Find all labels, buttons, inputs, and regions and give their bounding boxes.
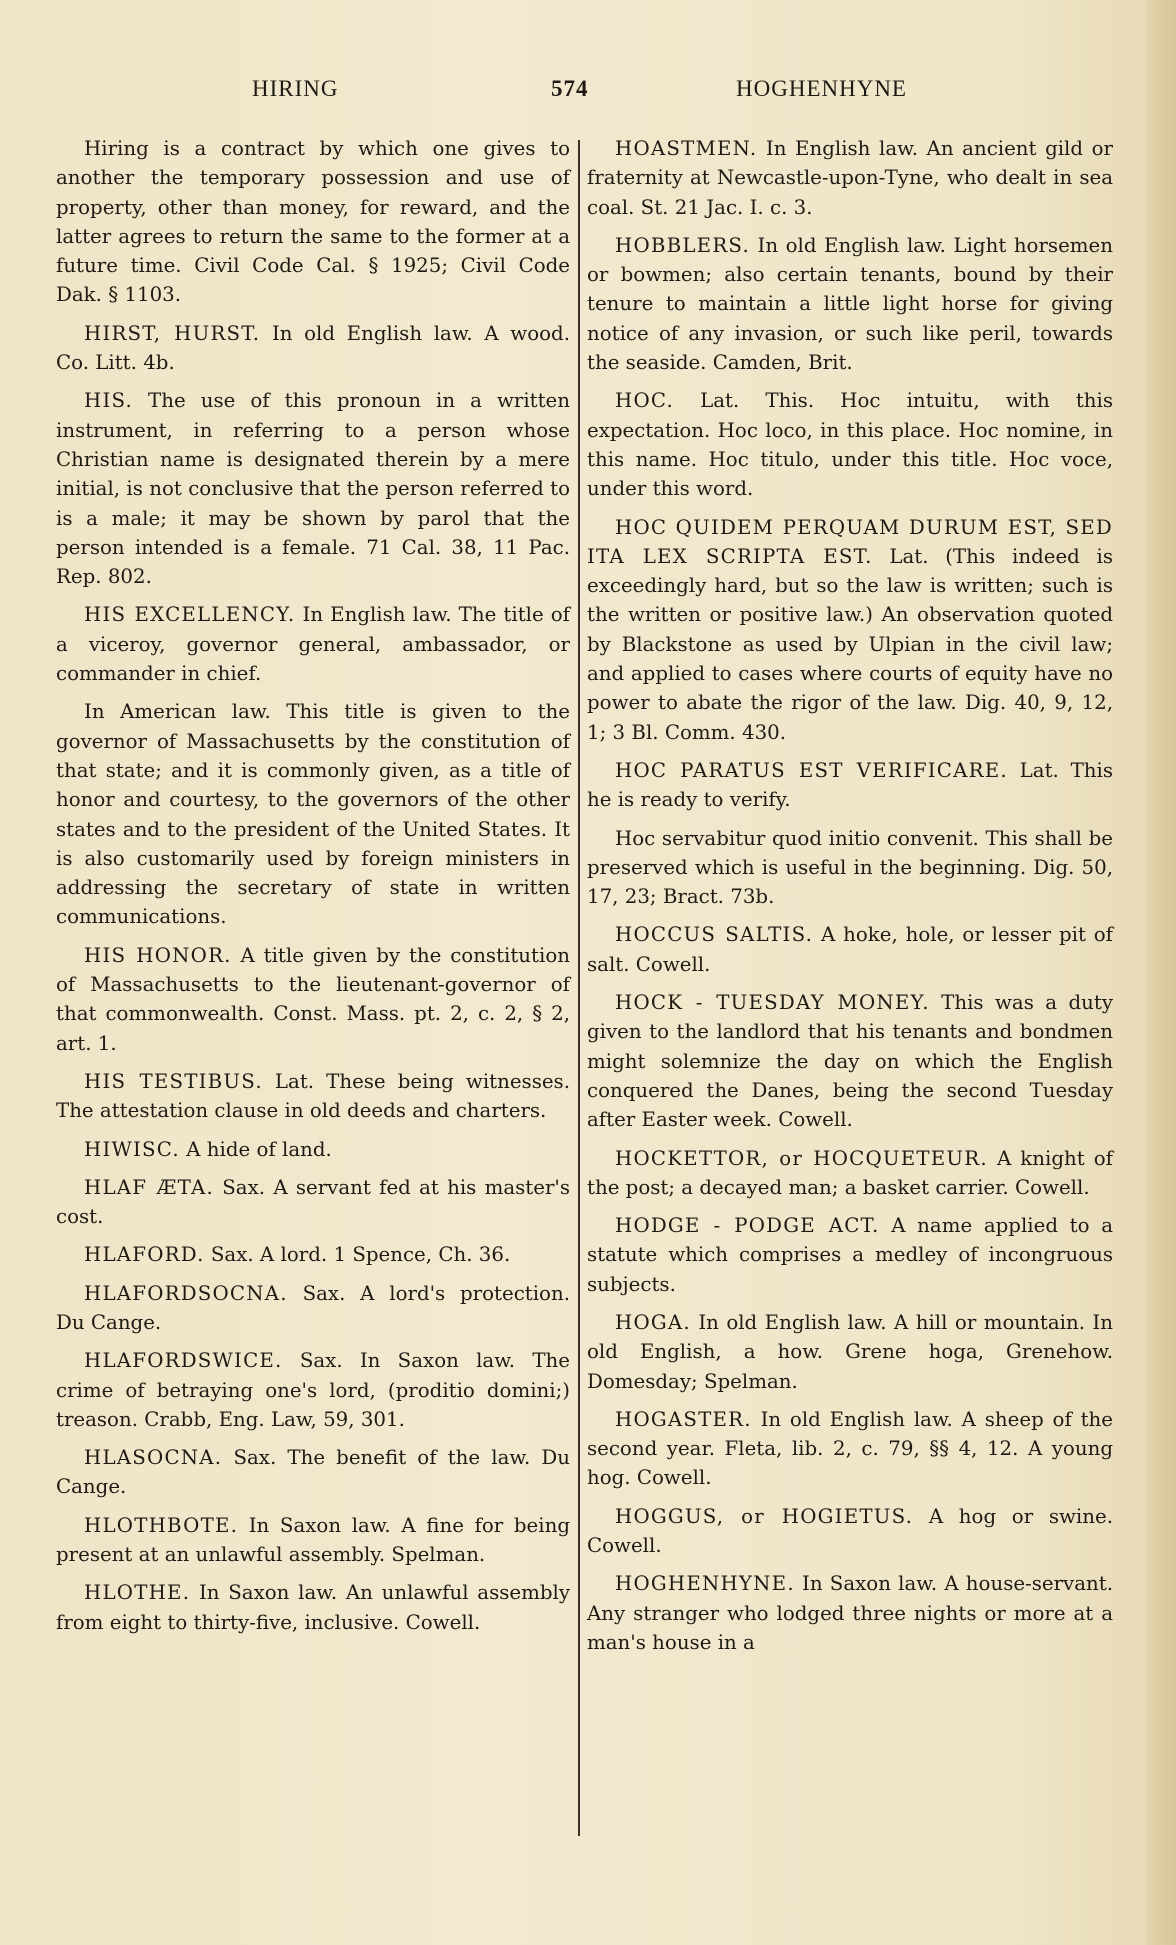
dictionary-entry <box>56 697 570 931</box>
dictionary-entry <box>587 231 1113 377</box>
entry-body: Sax. The benefit of the law. Du Cange. <box>56 1446 570 1499</box>
entry-term: HOASTMEN. <box>615 137 758 160</box>
entry-body: Lat. (This indeed is exceedingly hard, but so the law is written; such is the written or positive law.) An observation quoted by Blackstone as used by Ulpian in the civil law; and applied to cases where courts of equity have no power to abate the rigor of the law. Dig. 40, 9, 12, 1; 3 Bl. Comm. 430. <box>587 544 1113 744</box>
dictionary-entry <box>587 134 1113 222</box>
entry-term: HLAFORDSOCNA. <box>84 1281 288 1305</box>
entry-body: A hog or swine. Cowell. <box>587 1504 1113 1558</box>
entry-term: HODGE - PODGE ACT. <box>615 1214 880 1238</box>
entry-term: HIRST, HURST. <box>84 321 261 345</box>
dictionary-entry <box>56 1067 570 1126</box>
entry-term: HIS HONOR. <box>84 943 232 967</box>
dictionary-entry <box>56 1578 570 1637</box>
dictionary-entry <box>587 513 1113 747</box>
dictionary-entry <box>56 600 570 688</box>
entry-term: HLOTHBOTE. <box>84 1513 239 1537</box>
entry-body: Sax. In Saxon law. The crime of betraying one's lord, (proditio domini;) treason. Crabb, Eng. Law, 59, 301. <box>56 1349 571 1431</box>
dictionary-entry <box>587 824 1113 912</box>
dictionary-entry <box>587 756 1113 815</box>
entry-body: Hiring is a contract by which one gives to another the temporary possession and use of property, other than money, for reward, and the latter agrees to return the same to the former at a future time. Civil Code Cal. § 1925; Civil Code Dak. § 1103. <box>56 137 570 307</box>
dictionary-entry <box>587 988 1113 1134</box>
entry-body: In American law. This title is given to the governor of Massachusetts by the constitution of that state; and it is commonly given, as a title of honor and courtesy, to the governors of the other states and to the president of the United States. It is also customarily used by foreign ministers in addressing the secretary of state in written communications. <box>56 700 570 929</box>
entry-body: Lat. This he is ready to verify. <box>587 758 1114 812</box>
entry-body: In Saxon law. A house-servant. Any stranger who lodged three nights or more at a man's house in a <box>587 1572 1113 1654</box>
entry-body: In old English law. Light horsemen or bowmen; also certain tenants, bound by their tenure to maintain a little light horse for giving notice of any invasion, or such like peril, towards the seaside. Camden, Brit. <box>587 233 1113 375</box>
entry-body: The use of this pronoun in a written instrument, in referring to a person whose Christian name is designated therein by a mere initial, is not conclusive that the person referred to is a male; it may be shown by parol that the person intended is a female. 71 Cal. 38, 11 Pac. Rep. 802. <box>56 389 570 589</box>
entry-term: HOGASTER. <box>615 1407 752 1431</box>
dictionary-entry <box>56 319 570 378</box>
entry-term: HOBBLERS. <box>615 233 750 257</box>
entry-term: HOC QUIDEM PERQUAM DURUM EST, SED ITA LEX SCRIPTA EST. <box>587 515 1113 568</box>
entry-term: HIS TESTIBUS. <box>84 1069 263 1093</box>
entry-term: HLAF ÆTA. <box>84 1175 214 1199</box>
entry-body: A title given by the constitution of Massachusetts to the lieutenant-governor of that commonwealth. Const. Mass. pt. 2, c. 2, § 2, art. 1. <box>56 943 570 1055</box>
column-divider <box>578 140 580 1836</box>
running-header <box>0 72 1176 112</box>
left-column <box>56 134 570 1646</box>
entry-body: Sax. A lord's protection. Du Cange. <box>56 1281 570 1334</box>
dictionary-entry <box>56 1279 570 1338</box>
dictionary-entry <box>587 1405 1113 1493</box>
entry-term: HIS. <box>84 389 133 413</box>
entry-body: A knight of the post; a decayed man; a basket carrier. Cowell. <box>587 1146 1113 1199</box>
entry-body: This was a duty given to the landlord that his tenants and bondmen might solemnize the day on which the English conquered the Danes, being the second Tuesday after Easter week. Cowell. <box>587 991 1113 1132</box>
entry-term: HIWISC. <box>84 1137 180 1161</box>
entry-term: HLASOCNA. <box>84 1446 223 1470</box>
entry-term: HLAFORDSWICE. <box>84 1349 283 1373</box>
right-column <box>587 134 1113 1666</box>
entry-body: In old English law. A wood. Co. Litt. 4b. <box>56 321 570 375</box>
dictionary-entry <box>56 1346 570 1434</box>
entry-body: A hide of land. <box>186 1137 332 1161</box>
entry-term: HOGHENHYNE. <box>615 1572 795 1596</box>
page-number: 574 <box>551 76 589 101</box>
entry-term: HLOTHE. <box>84 1581 191 1605</box>
dictionary-entry <box>587 920 1113 979</box>
dictionary-entry <box>56 1173 570 1232</box>
entry-term: HOC. <box>615 389 674 413</box>
dictionary-entry <box>56 1240 570 1269</box>
dictionary-entry <box>56 1511 570 1570</box>
entry-body: In English law. An ancient gild or fraternity at Newcastle-upon-Tyne, who dealt in sea coal. St. 21 Jac. I. c. 3. <box>587 137 1113 219</box>
entry-term: HLAFORD. <box>84 1243 205 1267</box>
entry-term: HOCCUS SALTIS. <box>615 923 814 947</box>
entry-body: In old English law. A sheep of the second year. Fleta, lib. 2, c. 79, §§ 4, 12. A young hog. Cowell. <box>587 1407 1113 1490</box>
entry-term: HOCKETTOR, or HOCQUETEUR. <box>615 1146 988 1170</box>
dictionary-entry <box>587 1569 1113 1657</box>
dictionary-entry <box>56 386 570 591</box>
page-edge-shadow <box>1146 0 1176 1945</box>
dictionary-entry <box>56 1443 570 1502</box>
entry-body: A hoke, hole, or lesser pit of salt. Cowell. <box>587 923 1113 976</box>
entry-term: HOCK - TUESDAY MONEY. <box>615 991 930 1015</box>
entry-body: In English law. The title of a viceroy, governor general, ambassador, or commander in chief. <box>56 603 570 686</box>
entry-body: In Saxon law. A fine for being present at an unlawful assembly. Spelman. <box>56 1513 570 1567</box>
entry-term: HOC PARATUS EST VERIFICARE. <box>615 758 1008 782</box>
dictionary-entry <box>587 1211 1113 1299</box>
dictionary-entry <box>56 1135 570 1164</box>
entry-term: HOGA. <box>615 1310 691 1334</box>
dictionary-entry <box>56 134 570 310</box>
dictionary-entry <box>587 1144 1113 1203</box>
entry-body: Sax. A lord. 1 Spence, Ch. 36. <box>210 1243 511 1267</box>
header-right-guide-word: HOGHENHYNE <box>736 76 907 101</box>
entry-body: Hoc servabitur quod initio convenit. This shall be preserved which is useful in the beginning. Dig. 50, 17, 23; Bract. 73b. <box>587 826 1113 909</box>
entry-body: In old English law. A hill or mountain. In old English, a how. Grene hoga, Grenehow. Domesday; Spelman. <box>587 1310 1113 1393</box>
entry-body: Lat. These being witnesses. The attestation clause in old deeds and charters. <box>56 1069 570 1123</box>
dictionary-entry <box>56 941 570 1058</box>
dictionary-entry <box>587 1502 1113 1561</box>
entry-term: HIS EXCELLENCY. <box>84 603 296 627</box>
dictionary-entry <box>587 1308 1113 1396</box>
entry-body: In Saxon law. An unlawful assembly from eight to thirty-five, inclusive. Cowell. <box>56 1581 570 1634</box>
entry-body: A name applied to a statute which comprises a medley of incongruous subjects. <box>587 1214 1113 1296</box>
entry-body: Lat. This. Hoc intuitu, with this expectation. Hoc loco, in this place. Hoc nomine, in this name. Hoc titulo, under this title. Hoc voce, under this word. <box>587 389 1113 501</box>
dictionary-entry <box>587 386 1113 503</box>
header-left-guide-word: HIRING <box>252 76 339 101</box>
entry-term: HOGGUS, or HOGIETUS. <box>615 1504 914 1528</box>
entry-body: Sax. A servant fed at his master's cost. <box>56 1175 570 1229</box>
